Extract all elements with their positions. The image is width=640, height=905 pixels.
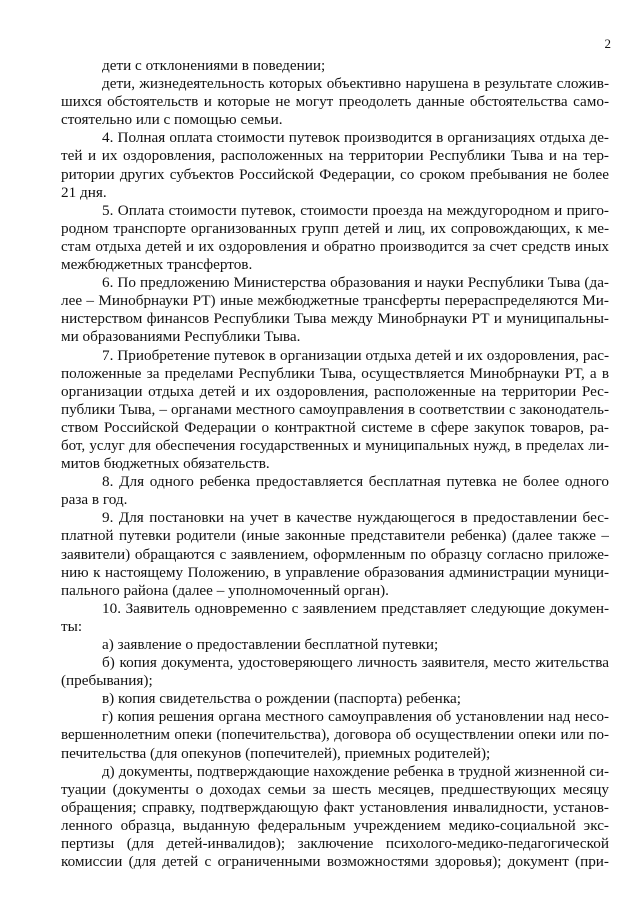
text-line: (пребывания);: [61, 672, 153, 690]
text-line: раза в год.: [61, 491, 128, 509]
text-line: стам отдыха детей и их оздоровления и обратно производится за счет средств иных: [61, 237, 609, 255]
text-line: бот, услуг для обеспечения государственных и муниципальных нужд, в пределах ли-: [61, 437, 609, 454]
text-line: б) копия документа, удостоверяющего личность заявителя, место жительства: [102, 654, 609, 672]
text-line: 8. Для одного ребенка предоставляется бесплатная путевка не более одного: [102, 473, 609, 491]
text-line: 6. По предложению Министерства образования и науки Республики Тыва (да-: [102, 274, 609, 292]
text-line: ты:: [61, 617, 83, 635]
text-line: комиссии (для детей с ограниченными возможностями здоровья); документ (при-: [61, 853, 609, 871]
text-line: тей и их оздоровления, расположенных на территории Республики Тыва и на тер-: [61, 147, 609, 165]
text-line: ми образованиями Республики Тыва.: [61, 328, 301, 346]
text-line: ленного образца, выданную федеральным учреждением медико-социальной экс-: [61, 816, 609, 834]
text-line: а) заявление о предоставлении бесплатной путевки;: [102, 636, 439, 653]
text-line: 5. Оплата стоимости путевок, стоимости проезда на междугородном и приго-: [102, 201, 609, 219]
text-line: 4. Полная оплата стоимости путевок производится в организациях отдыха де-: [102, 129, 609, 147]
text-line: заявители) обращаются с заявлением, оформленным по образцу согласно приложе-: [61, 545, 609, 563]
document-body: [61, 57, 609, 871]
text-line: печительства (для опекунов (попечителей), приемных родителей);: [61, 744, 491, 762]
text-line: дети с отклонениями в поведении;: [102, 57, 326, 74]
text-line: 9. Для постановки на учет в качестве нуждающегося в предоставлении бес-: [102, 509, 609, 527]
text-line: обращения; справку, подтверждающую факт установления инвалидности, установ-: [61, 798, 609, 816]
text-line: ством Российской Федерации о контрактной системе в сфере закупок товаров, ра-: [61, 418, 609, 436]
text-line: 10. Заявитель одновременно с заявлением представляет следующие докумен-: [102, 599, 609, 617]
text-line: родном транспорте организованных групп детей и лиц, их сопровождающих, к ме-: [61, 219, 609, 237]
text-line: шихся обстоятельств и которые не могут преодолеть данные обстоятельства само-: [61, 93, 609, 111]
text-line: лее – Минобрнауки РТ) иные межбюджетные трансферты перераспределяются Ми-: [61, 292, 609, 310]
text-line: ритории других субъектов Российской Федерации, со сроком пребывания не более: [61, 165, 609, 183]
text-line: 21 дня.: [61, 183, 107, 201]
page-number: 2: [604, 36, 611, 51]
text-line: нию к настоящему Положению, в управление образования администрации муници-: [61, 563, 609, 581]
text-line: вершеннолетним опеки (попечительства), договора об осуществлении опеки или по-: [61, 727, 609, 744]
text-line: дети, жизнедеятельность которых объективно нарушена в результате сложив-: [102, 75, 609, 93]
text-line: публики Тыва, – органами местного самоуправления в соответствии с законодатель-: [61, 400, 609, 418]
text-line: 7. Приобретение путевок в организации отдыха детей и их оздоровления, рас-: [102, 346, 609, 364]
text-line: туации (документы о доходах семьи за шесть месяцев, предшествующих месяцу: [61, 780, 609, 798]
text-line: межбюджетных трансфертов.: [61, 256, 253, 274]
text-line: г) копия решения органа местного самоуправления об установлении над несо-: [102, 709, 609, 726]
text-line: стоятельно или с помощью семьи.: [61, 111, 283, 129]
text-line: пертизы (для детей-инвалидов); заключение психолого-медико-педагогической: [61, 835, 609, 853]
text-line: д) документы, подтверждающие нахождение ребенка в трудной жизненной си-: [102, 763, 609, 780]
text-line: нистерством финансов Республики Тыва между Минобрнауки РТ и муниципальны-: [61, 310, 609, 328]
text-line: платной путевки родители (иные законные представители ребенка) (далее также –: [61, 527, 609, 545]
text-line: митов бюджетных обязательств.: [61, 455, 270, 473]
text-line: положенные за пределами Республики Тыва, осуществляется Минобрнауки РТ, а в: [61, 364, 609, 382]
text-line: пального района (далее – уполномоченный орган).: [61, 581, 389, 599]
text-line: организации отдыха детей и их оздоровления, расположенные на территории Рес-: [61, 382, 609, 400]
text-line: в) копия свидетельства о рождении (паспорта) ребенка;: [102, 690, 461, 708]
